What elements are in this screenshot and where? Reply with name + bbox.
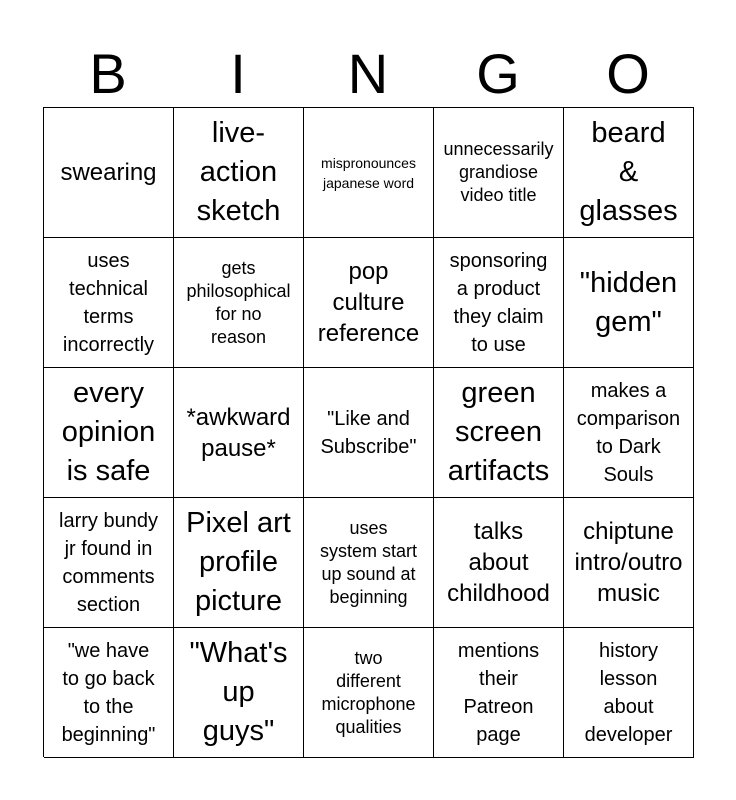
cell-text: green screen artifacts — [447, 377, 550, 487]
header-letter-i: I — [230, 42, 246, 105]
cell-text: gets philosophical for no reason — [186, 257, 291, 347]
cell-text: mentions their Patreon page — [457, 639, 540, 746]
bingo-cell-r1-c1[interactable] — [44, 108, 174, 238]
cell-text: talks about childhood — [447, 518, 550, 607]
cell-text: swearing — [60, 159, 157, 186]
header-letter-g: G — [476, 42, 520, 105]
bingo-cell-r2-c3[interactable] — [304, 238, 434, 368]
bingo-cell-r2-c4[interactable] — [434, 238, 564, 368]
bingo-cell-r3-c3[interactable] — [304, 368, 434, 498]
cell-text: "What's up guys" — [189, 637, 288, 747]
bingo-cell-r4-c4[interactable] — [434, 498, 564, 628]
header-letter-o: O — [606, 42, 650, 105]
cell-text: "Like and Subscribe" — [320, 407, 417, 458]
cell-text: unnecessarily grandiose video title — [443, 139, 554, 205]
header-letter-b: B — [89, 42, 127, 105]
cell-text: history lesson about developer — [584, 639, 673, 746]
bingo-cell-r1-c2[interactable] — [174, 108, 304, 238]
bingo-cell-r5-c3[interactable] — [304, 628, 434, 758]
cell-text: "we have to go back to the beginning" — [61, 639, 156, 746]
bingo-cell-r3-c5[interactable] — [564, 368, 694, 498]
bingo-cell-r3-c2[interactable] — [174, 368, 304, 498]
cell-text: mispronounces japanese word — [321, 154, 416, 191]
bingo-cell-r1-c4[interactable] — [434, 108, 564, 238]
cell-text: uses technical terms incorrectly — [62, 249, 155, 356]
bingo-cell-r2-c1[interactable] — [44, 238, 174, 368]
cell-text: Pixel art profile picture — [186, 507, 291, 617]
bingo-cell-r4-c2[interactable] — [174, 498, 304, 628]
bingo-cell-r4-c1[interactable] — [44, 498, 174, 628]
cell-text: makes a comparison to Dark Souls — [576, 379, 681, 486]
bingo-board — [43, 107, 694, 757]
cell-text: uses system start up sound at beginning — [319, 517, 417, 607]
cell-text: larry bundy jr found in comments section — [59, 509, 158, 616]
bingo-cell-r3-c4[interactable] — [434, 368, 564, 498]
cell-text: chiptune intro/outro music — [574, 518, 683, 607]
cell-text: pop culture reference — [317, 258, 420, 347]
bingo-cell-r5-c5[interactable] — [564, 628, 694, 758]
bingo-cell-r5-c4[interactable] — [434, 628, 564, 758]
cell-text: beard & glasses — [579, 117, 678, 227]
bingo-cell-r5-c1[interactable] — [44, 628, 174, 758]
bingo-cell-r1-c5[interactable] — [564, 108, 694, 238]
cell-text: "hidden gem" — [579, 266, 678, 338]
bingo-header — [43, 40, 693, 108]
bingo-cell-r2-c5[interactable] — [564, 238, 694, 368]
bingo-cell-r4-c5[interactable] — [564, 498, 694, 628]
cell-text: every opinion is safe — [61, 377, 156, 487]
cell-text: sponsoring a product they claim to use — [449, 249, 548, 356]
bingo-cell-r3-c1[interactable] — [44, 368, 174, 498]
cell-text: *awkward pause* — [186, 403, 291, 462]
cell-text: two different microphone qualities — [321, 647, 416, 737]
bingo-cell-r1-c3[interactable] — [304, 108, 434, 238]
bingo-cell-r2-c2[interactable] — [174, 238, 304, 368]
bingo-cell-r4-c3[interactable] — [304, 498, 434, 628]
bingo-cell-r5-c2[interactable] — [174, 628, 304, 758]
header-letter-n: N — [347, 42, 389, 105]
cell-text: live- action sketch — [196, 117, 281, 227]
